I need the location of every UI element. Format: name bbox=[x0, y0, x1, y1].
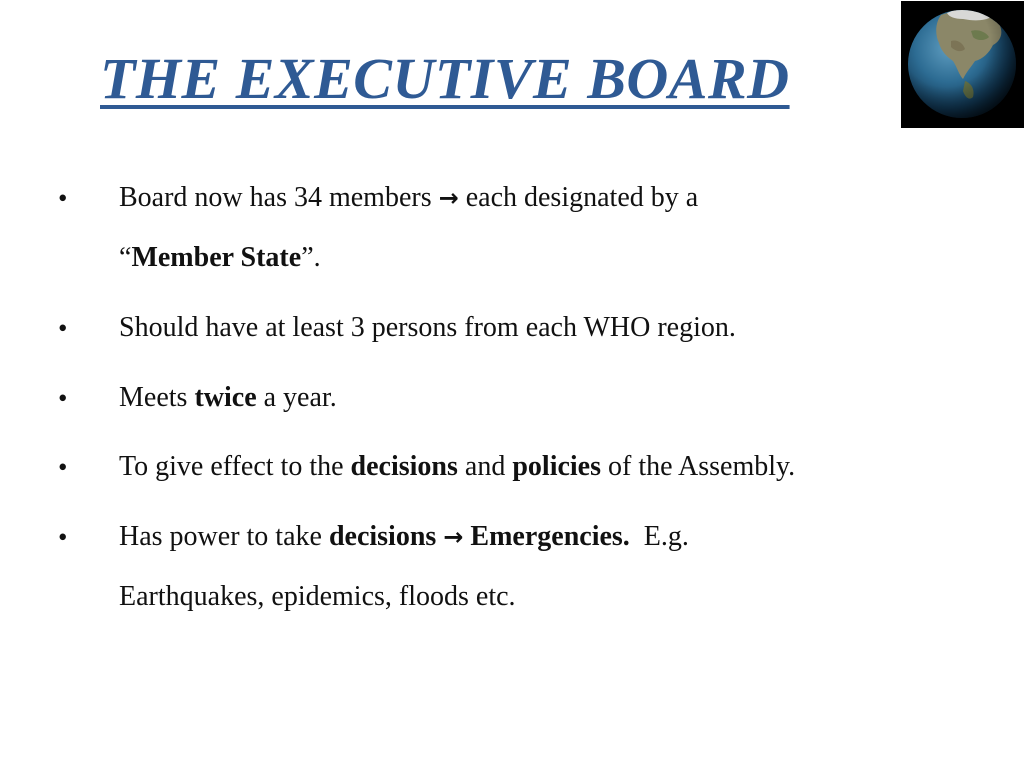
bullet-text bbox=[119, 507, 959, 627]
text-fragment: Meets bbox=[119, 382, 195, 413]
text-fragment: a year. bbox=[256, 382, 337, 413]
arrow-right-icon: → bbox=[438, 184, 459, 212]
earth-globe-icon bbox=[901, 1, 1024, 128]
bold-text: Member State bbox=[131, 242, 302, 273]
bullet-text bbox=[119, 298, 959, 358]
bold-text: policies bbox=[512, 451, 602, 482]
bold-text: Emergencies. bbox=[470, 521, 630, 552]
text-fragment: To give effect to the bbox=[119, 451, 351, 482]
bullet-marker: • bbox=[58, 452, 68, 482]
bullet-marker: • bbox=[58, 183, 68, 213]
bullet-marker: • bbox=[58, 313, 68, 343]
text-fragment: Board now has 34 members bbox=[119, 182, 439, 213]
text-fragment: of the Assembly. bbox=[601, 451, 796, 482]
text-fragment: Should have at least 3 persons from each WHO region. bbox=[119, 312, 736, 343]
text-fragment: Earthquakes, epidemics, floods etc. bbox=[119, 581, 516, 612]
arrow-right-icon: → bbox=[443, 523, 464, 551]
slide-title: THE EXECUTIVE BOARD bbox=[100, 46, 790, 111]
text-fragment: E.g. bbox=[629, 521, 689, 552]
bullet-text bbox=[119, 368, 959, 428]
bold-text: decisions bbox=[328, 521, 437, 552]
bold-text: twice bbox=[194, 382, 257, 413]
bold-text: decisions bbox=[350, 451, 458, 482]
bullet-marker: • bbox=[58, 383, 68, 413]
bullet-marker: • bbox=[58, 522, 68, 552]
text-fragment: each designated by a bbox=[458, 182, 699, 213]
bullet-text bbox=[119, 437, 959, 497]
text-fragment: Has power to take bbox=[119, 521, 329, 552]
text-fragment: ”. bbox=[301, 242, 321, 273]
text-fragment: “ bbox=[119, 242, 132, 273]
bullet-text bbox=[119, 168, 959, 288]
text-fragment: and bbox=[457, 451, 513, 482]
